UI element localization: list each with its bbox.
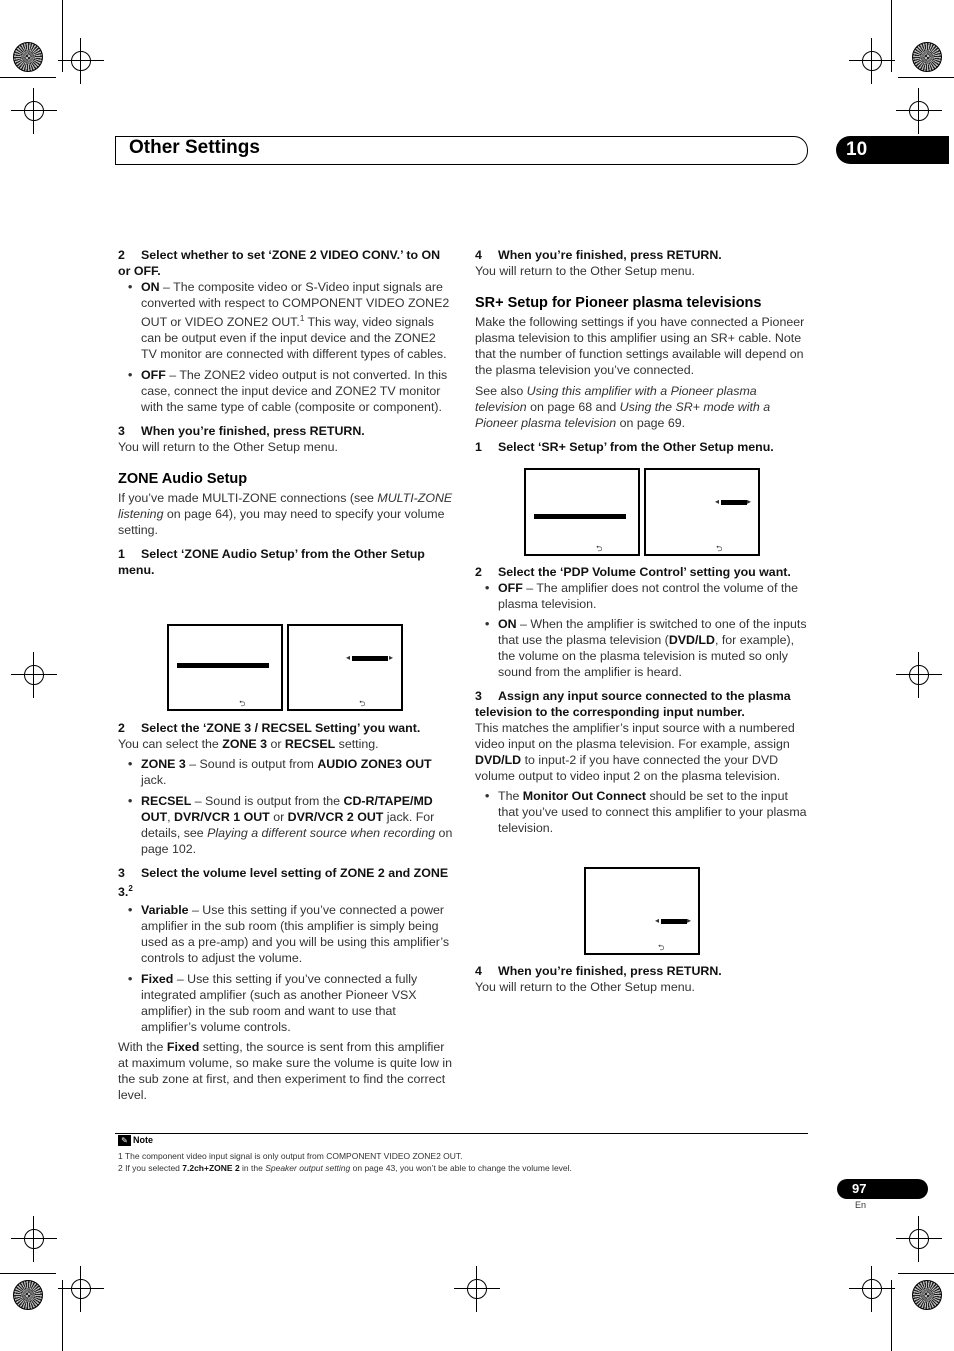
step-heading: 3 Select the volume level setting of ZONE 2 and ZONE 3.$^2$ bbox=[118, 866, 449, 900]
osd-screen-setting bbox=[584, 867, 700, 955]
body-text: You will return to the Other Setup menu. bbox=[475, 980, 695, 994]
crop-line bbox=[62, 1280, 63, 1351]
setting-value-bar bbox=[721, 500, 747, 505]
list-item: • OFF – The amplifier does not control the volume of the plasma television. bbox=[475, 580, 811, 612]
right-column-lower bbox=[475, 564, 811, 836]
return-arrow-icon: ⮌ bbox=[658, 943, 665, 952]
crop-line bbox=[891, 1280, 892, 1351]
crosshair-mark bbox=[857, 1274, 887, 1304]
osd-screen-menu bbox=[167, 624, 283, 711]
menu-highlight-bar bbox=[534, 514, 626, 519]
body-text: You will return to the Other Setup menu. bbox=[475, 264, 695, 278]
footnote-2: 2 If you selected 7.2ch+ZONE 2 in the Speaker output setting on page 43, you won’t be able to change the volume level. bbox=[118, 1163, 572, 1173]
section-heading: SR+ Setup for Pioneer plasma televisions bbox=[475, 295, 762, 311]
crop-line bbox=[898, 77, 954, 78]
step-heading: 2 Select whether to set ‘ZONE 2 VIDEO CONV.’ to ON or OFF. bbox=[118, 248, 441, 278]
osd-screen-setting bbox=[287, 624, 403, 711]
right-column bbox=[475, 247, 811, 455]
chapter-number: 10 bbox=[836, 136, 949, 164]
arrow-right-icon: ▸ bbox=[687, 916, 692, 925]
setting-value-bar bbox=[661, 919, 687, 924]
page-number: 97 bbox=[837, 1179, 928, 1199]
step-heading: 1 Select ‘ZONE Audio Setup’ from the Other Setup menu. bbox=[118, 547, 425, 578]
menu-highlight-bar bbox=[177, 663, 269, 668]
list-item: • ON – The composite video or S-Video input signals are converted with respect to COMPONENT VIDEO ZONE2 OUT or VIDEO ZONE2 OUT.$^1$ This way, video signals can be output even if the input device and the ZONE2 TV monitor are connected with different types of cables. bbox=[118, 279, 454, 362]
setting-value-bar bbox=[352, 656, 388, 661]
list-item: • ON – When the amplifier is switched to one of the inputs that use the plasma television (DVD/LD, for example), the volume on the plasma television is muted so only sound from the amplifier is heard. bbox=[475, 616, 811, 680]
crosshair-mark bbox=[66, 46, 96, 76]
step-heading: 4 When you’re finished, press RETURN. bbox=[475, 964, 722, 978]
crop-line bbox=[62, 0, 63, 72]
arrow-left-icon: ◂ bbox=[715, 497, 720, 506]
language-code: En bbox=[855, 1200, 867, 1210]
return-arrow-icon: ⮌ bbox=[359, 699, 366, 708]
crosshair-mark bbox=[19, 1224, 49, 1254]
crop-line bbox=[0, 1273, 56, 1274]
list-item: • Variable – Use this setting if you’ve connected a power amplifier in the sub room (this amplifier is simply being used as a pre-amp) and you will be using this amplifier’s controls to adjust the volume. bbox=[118, 902, 454, 966]
return-arrow-icon: ⮌ bbox=[716, 544, 723, 553]
body-text: You can select the ZONE 3 or RECSEL setting. bbox=[118, 737, 379, 751]
return-arrow-icon: ⮌ bbox=[239, 699, 246, 708]
registration-rosette bbox=[13, 1280, 43, 1310]
arrow-left-icon: ◂ bbox=[346, 653, 351, 662]
list-item: • The Monitor Out Connect should be set to the input that you’ve used to connect this amplifier to your plasma television. bbox=[475, 788, 811, 836]
registration-rosette bbox=[912, 42, 942, 72]
step-heading: 1 Select ‘SR+ Setup’ from the Other Setup menu. bbox=[475, 440, 774, 454]
step-heading: 3 When you’re finished, press RETURN. bbox=[118, 424, 365, 439]
crop-line bbox=[891, 0, 892, 72]
section-heading: ZONE Audio Setup bbox=[118, 471, 248, 488]
page-title: Other Settings bbox=[129, 137, 260, 158]
list-item: • RECSEL – Sound is output from the CD-R/TAPE/MD OUT, DVR/VCR 1 OUT or DVR/VCR 2 OUT jack. For details, see Playing a different source when recording on page 102. bbox=[118, 793, 454, 857]
osd-screen-menu bbox=[524, 468, 640, 556]
return-arrow-icon: ⮌ bbox=[596, 544, 603, 553]
body-text: If you’ve made MULTI-ZONE connections (see MULTI-ZONE listening on page 64), you may need to specify your volume setting. bbox=[118, 491, 453, 538]
body-text: This matches the amplifier’s input source with a numbered video input on the plasma television. For example, assign DVD/LD to input-2 if you have connected the your DVD volume output to video input 2 on the plasma television. bbox=[475, 721, 795, 783]
arrow-right-icon: ▸ bbox=[747, 497, 752, 506]
body-text: With the Fixed setting, the source is sent from this amplifier at maximum volume, so make sure the volume is quite low in the sub zone at first, and then experiment to find the correct level. bbox=[118, 1040, 452, 1103]
list-item: • OFF – The ZONE2 video output is not converted. In this case, connect the input device and ZONE2 TV monitor with the same type of cable (composite or component). bbox=[118, 367, 454, 415]
note-title: Note bbox=[133, 1135, 153, 1145]
pencil-icon: ✎ bbox=[118, 1135, 131, 1146]
arrow-left-icon: ◂ bbox=[655, 916, 660, 925]
right-column-end bbox=[475, 963, 811, 995]
note-divider bbox=[115, 1133, 808, 1134]
crosshair-mark bbox=[19, 96, 49, 126]
crosshair-mark bbox=[66, 1274, 96, 1304]
step-heading: 2 Select the ‘ZONE 3 / RECSEL Setting’ you want. bbox=[118, 721, 421, 735]
footnote-1: 1 The component video input signal is only output from COMPONENT VIDEO ZONE2 OUT. bbox=[118, 1151, 463, 1161]
registration-rosette bbox=[912, 1280, 942, 1310]
crop-line bbox=[0, 77, 56, 78]
list-item: • ZONE 3 – Sound is output from AUDIO ZONE3 OUT jack. bbox=[118, 756, 454, 788]
crosshair-mark bbox=[857, 46, 887, 76]
crop-line bbox=[898, 1273, 954, 1274]
arrow-right-icon: ▸ bbox=[389, 653, 394, 662]
left-column bbox=[118, 247, 454, 578]
step-heading: 3 Assign any input source connected to the plasma television to the corresponding input number. bbox=[475, 689, 791, 719]
body-text: You will return to the Other Setup menu. bbox=[118, 440, 338, 455]
body-text: Make the following settings if you have connected a Pioneer plasma television to this amplifier using an SR+ cable. Note that the number of function settings available will depend on the plasma television you’ve connected. bbox=[475, 315, 805, 377]
osd-screen-setting bbox=[644, 468, 760, 556]
crosshair-mark bbox=[19, 660, 49, 690]
list-item: • Fixed – Use this setting if you’ve connected a fully integrated amplifier (such as another Pioneer VSX amplifier) in the sub room and want to use that amplifier’s volume controls. bbox=[118, 971, 454, 1035]
crosshair-mark bbox=[904, 1224, 934, 1254]
step-heading: 4 When you’re finished, press RETURN. bbox=[475, 248, 722, 262]
crosshair-mark bbox=[904, 660, 934, 690]
crosshair-mark bbox=[904, 96, 934, 126]
body-text: See also Using this amplifier with a Pioneer plasma television on page 68 and Using the SR+ mode with a Pioneer plasma television on page 69. bbox=[475, 384, 771, 430]
crosshair-mark bbox=[462, 1274, 492, 1304]
step-heading: 2 Select the ‘PDP Volume Control’ setting you want. bbox=[475, 565, 791, 579]
left-column-lower bbox=[118, 720, 454, 1103]
registration-rosette bbox=[13, 42, 43, 72]
